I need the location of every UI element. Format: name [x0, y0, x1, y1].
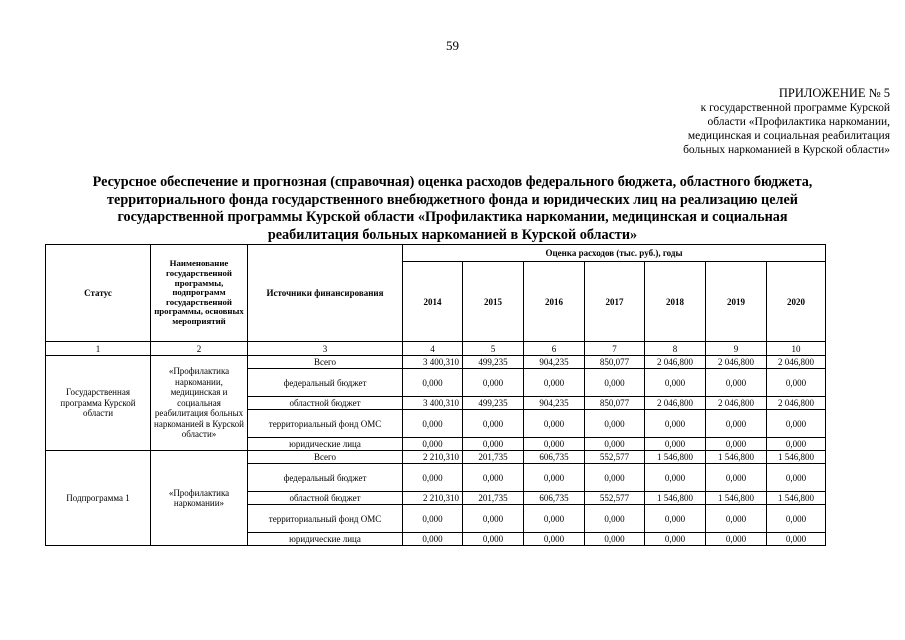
- amount-cell: 904,235: [524, 356, 585, 369]
- amount-cell: 2 046,800: [706, 397, 767, 410]
- funding-source: территориальный фонд ОМС: [248, 410, 403, 438]
- amount-cell: 0,000: [403, 464, 463, 492]
- amount-cell: 0,000: [585, 438, 645, 451]
- amount-cell: 0,000: [767, 533, 826, 546]
- amount-cell: 499,235: [463, 356, 524, 369]
- amount-cell: 0,000: [463, 505, 524, 533]
- amount-cell: 1 546,800: [767, 492, 826, 505]
- amount-cell: 0,000: [645, 410, 706, 438]
- column-number: 5: [463, 342, 524, 356]
- column-number: 9: [706, 342, 767, 356]
- amount-cell: 0,000: [706, 369, 767, 397]
- amount-cell: 1 546,800: [645, 451, 706, 464]
- amount-cell: 201,735: [463, 492, 524, 505]
- column-number: 7: [585, 342, 645, 356]
- amount-cell: 0,000: [767, 410, 826, 438]
- amount-cell: 0,000: [403, 438, 463, 451]
- amount-cell: 850,077: [585, 397, 645, 410]
- appendix-block: [560, 86, 890, 157]
- appendix-line: больных наркоманией в Курской области»: [683, 144, 890, 156]
- budget-table: [45, 244, 826, 546]
- appendix-line: к государственной программе Курской: [700, 102, 890, 114]
- amount-cell: 606,735: [524, 451, 585, 464]
- amount-cell: 0,000: [706, 533, 767, 546]
- funding-source: Всего: [248, 356, 403, 369]
- table-body: [46, 356, 826, 546]
- amount-cell: 552,577: [585, 492, 645, 505]
- amount-cell: 2 046,800: [767, 397, 826, 410]
- amount-cell: 201,735: [463, 451, 524, 464]
- header-year: 2016: [524, 262, 585, 342]
- amount-cell: 0,000: [463, 410, 524, 438]
- funding-source: областной бюджет: [248, 397, 403, 410]
- row-status: Подпрограмма 1: [46, 451, 151, 546]
- appendix-line: области «Профилактика наркомании,: [707, 116, 890, 128]
- row-program-name: «Профилактика наркомании»: [151, 451, 248, 546]
- header-year: 2014: [403, 262, 463, 342]
- amount-cell: 0,000: [706, 410, 767, 438]
- amount-cell: 0,000: [403, 505, 463, 533]
- column-number: 10: [767, 342, 826, 356]
- amount-cell: 2 046,800: [645, 356, 706, 369]
- amount-cell: 2 046,800: [767, 356, 826, 369]
- title-line: государственной программы Курской области «Профилактика наркомании, медицинская и социальная: [117, 209, 788, 225]
- column-number: 6: [524, 342, 585, 356]
- amount-cell: 0,000: [645, 505, 706, 533]
- amount-cell: 0,000: [463, 533, 524, 546]
- header-name: Наименование государственной программы, подпрограмм государственной программы, основных мероприятий: [151, 245, 248, 342]
- column-number: 2: [151, 342, 248, 356]
- row-status: Государственная программа Курской области: [46, 356, 151, 451]
- amount-cell: 0,000: [524, 533, 585, 546]
- appendix-title: ПРИЛОЖЕНИЕ № 5: [778, 86, 890, 100]
- column-number-row: [46, 342, 826, 356]
- amount-cell: 1 546,800: [645, 492, 706, 505]
- funding-source: Всего: [248, 451, 403, 464]
- amount-cell: 0,000: [524, 410, 585, 438]
- amount-cell: 0,000: [524, 505, 585, 533]
- title-line: реабилитация больных наркоманией в Курской области»: [267, 226, 638, 243]
- amount-cell: 850,077: [585, 356, 645, 369]
- amount-cell: 2 046,800: [706, 356, 767, 369]
- title-line: Ресурсное обеспечение и прогнозная (справочная) оценка расходов федерального бюджета, областного бюджета,: [92, 174, 813, 190]
- column-number: 1: [46, 342, 151, 356]
- amount-cell: 0,000: [645, 438, 706, 451]
- amount-cell: 552,577: [585, 451, 645, 464]
- amount-cell: 3 400,310: [403, 356, 463, 369]
- column-number: 3: [248, 342, 403, 356]
- amount-cell: 0,000: [463, 464, 524, 492]
- amount-cell: 0,000: [524, 464, 585, 492]
- amount-cell: 0,000: [524, 369, 585, 397]
- header-year: 2017: [585, 262, 645, 342]
- amount-cell: 499,235: [463, 397, 524, 410]
- amount-cell: 0,000: [645, 533, 706, 546]
- column-number: 4: [403, 342, 463, 356]
- document-title: [45, 174, 860, 244]
- amount-cell: 0,000: [706, 505, 767, 533]
- funding-source: юридические лица: [248, 533, 403, 546]
- funding-source: юридические лица: [248, 438, 403, 451]
- amount-cell: 2 210,310: [403, 492, 463, 505]
- funding-source: областной бюджет: [248, 492, 403, 505]
- amount-cell: 0,000: [585, 533, 645, 546]
- title-line: территориального фонда государственного внебюджетного фонда и юридических лиц на реализацию целей: [107, 191, 798, 208]
- amount-cell: 1 546,800: [706, 492, 767, 505]
- header-year: 2015: [463, 262, 524, 342]
- amount-cell: 0,000: [585, 505, 645, 533]
- row-program-name: «Профилактика наркомании, медицинская и социальная реабилитация больных наркоманией в Курской области»: [151, 356, 248, 451]
- amount-cell: 0,000: [585, 410, 645, 438]
- header-row: [46, 245, 826, 262]
- header-year: 2020: [767, 262, 826, 342]
- funding-source: федеральный бюджет: [248, 464, 403, 492]
- amount-cell: 0,000: [585, 369, 645, 397]
- amount-cell: 2 046,800: [645, 397, 706, 410]
- header-sources: Источники финансирования: [248, 245, 403, 342]
- table-row: [46, 356, 826, 369]
- amount-cell: 0,000: [463, 369, 524, 397]
- amount-cell: 0,000: [403, 369, 463, 397]
- amount-cell: 1 546,800: [706, 451, 767, 464]
- amount-cell: 0,000: [524, 438, 585, 451]
- header-year: 2019: [706, 262, 767, 342]
- amount-cell: 2 210,310: [403, 451, 463, 464]
- column-number: 8: [645, 342, 706, 356]
- funding-source: территориальный фонд ОМС: [248, 505, 403, 533]
- header-status: Статус: [46, 245, 151, 342]
- funding-source: федеральный бюджет: [248, 369, 403, 397]
- amount-cell: 0,000: [645, 464, 706, 492]
- header-year: 2018: [645, 262, 706, 342]
- amount-cell: 0,000: [585, 464, 645, 492]
- page-number: 59: [446, 38, 459, 53]
- table-row: [46, 451, 826, 464]
- amount-cell: 904,235: [524, 397, 585, 410]
- amount-cell: 0,000: [645, 369, 706, 397]
- amount-cell: 0,000: [706, 438, 767, 451]
- amount-cell: 3 400,310: [403, 397, 463, 410]
- header-estimate: Оценка расходов (тыс. руб.), годы: [403, 245, 826, 262]
- appendix-line: медицинская и социальная реабилитация: [687, 130, 890, 142]
- amount-cell: 0,000: [463, 438, 524, 451]
- amount-cell: 0,000: [403, 533, 463, 546]
- amount-cell: 0,000: [767, 438, 826, 451]
- amount-cell: 0,000: [706, 464, 767, 492]
- amount-cell: 606,735: [524, 492, 585, 505]
- amount-cell: 0,000: [767, 369, 826, 397]
- amount-cell: 1 546,800: [767, 451, 826, 464]
- amount-cell: 0,000: [767, 464, 826, 492]
- amount-cell: 0,000: [403, 410, 463, 438]
- amount-cell: 0,000: [767, 505, 826, 533]
